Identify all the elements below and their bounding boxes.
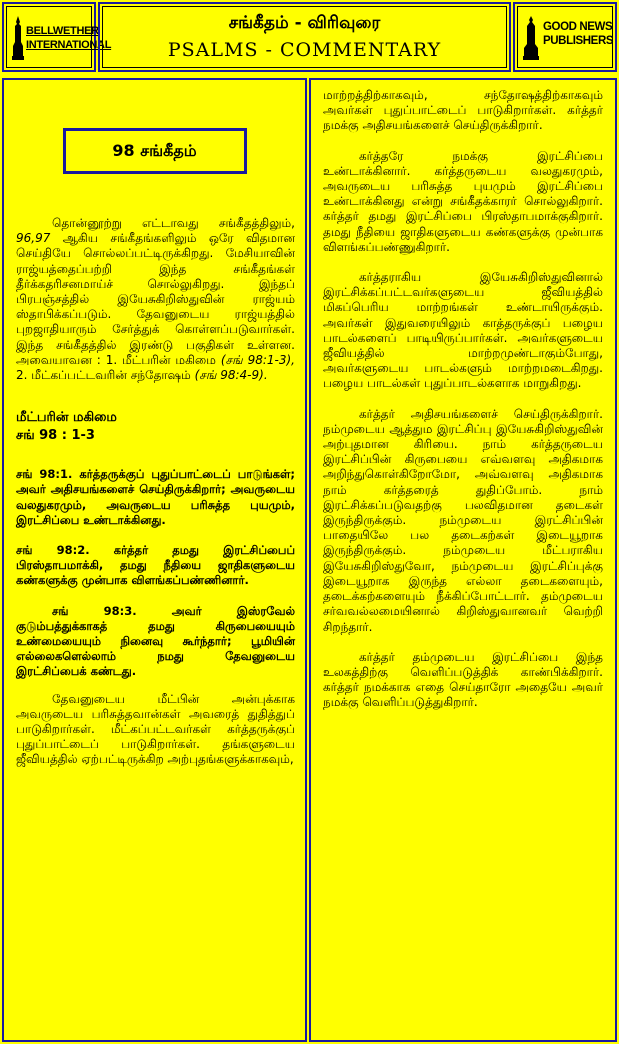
bellwether-logo[interactable] — [2, 2, 112, 72]
chapter-title: 98 சங்கீதம் — [63, 128, 247, 174]
title-english: PSALMS - COMMENTARY — [167, 39, 442, 61]
intro-paragraph — [16, 216, 295, 383]
verse-98-1: சங் 98:1. கர்த்தருக்குப் புதுப்பாட்டைப் பாடுங்கள்; அவர் அதிசயங்களைச் செய்திருக்கிறார்; அவருடைய வலதுகரமும், அவருடைய பரிசுத்த புயமும், இரட்சிப்பை உண்டாக்கினது. — [16, 467, 295, 527]
bellwether-logo-text: BELLWETHER INTERNATIONAL — [26, 25, 112, 51]
good-news-logo-text: GOOD NEWS PUBLISHERS — [543, 21, 614, 47]
intro-ref-3: (சங் 98:4-9). — [194, 368, 268, 383]
title-tamil: சங்கீதம் - விரிவுரை — [228, 13, 381, 33]
lamp-icon — [12, 16, 24, 60]
intro-ref-1: 96,97 — [16, 231, 51, 246]
verse-98-3: சங் 98:3. அவர் இஸ்ரவேல் குடும்பத்துக்காகத் தமது கிருபையையும் உண்மையையும் நினைவு கூர்ந்தார்; பூமியின் எல்லைகளெல்லாம் நமது தேவனுடைய இரட்சிப்பைக் கண்டது. — [16, 603, 295, 679]
section-heading: மீட்பரின் மகிமை — [16, 410, 117, 426]
paragraph-1: மாற்றத்திற்காகவும், சந்தோஷத்திற்காகவும் அவர்கள் புதுப்பாட்டைப் பாடுகிறார்கள். கர்த்தர் நமக்கு அதிசயங்களைச் செய்திருக்கிறார். — [323, 88, 603, 133]
paragraph-5: கர்த்தர் தம்முடைய இரட்சிப்பை இந்த உலகத்திற்கு வெளிப்படுத்திக் காண்பிக்கிறார். கர்த்தர் நமக்காக எதை செய்தாரோ அதையே அவர் நமக்கு வெளிப்படுத்துகிறார். — [323, 649, 603, 710]
section-reference: சங் 98 : 1-3 — [16, 428, 95, 444]
intro-ref-2: (சங் 98:1-3), — [220, 352, 295, 367]
right-column — [309, 78, 617, 1042]
intro-text-1: தொன்னூற்று எட்டாவது சங்கீதத்திலும், — [52, 216, 295, 230]
intro-text-2: ஆகிய சங்கீதங்களிலும் ஒரே விதமான செய்தியே சொல்லப்பட்டிருக்கிறது. மேசியாவின் ராஜ்யத்தைப்பற்றி இந்த சங்கீதங்கள் தீர்க்கதரிசனமாய்ச் சொல்லுகிறது. இந்தப் பிரபஞ்சத்தில் இயேசுகிறிஸ்துவின் ராஜ்யம் ஸ்தாபிக்கப்படும். தேவனுடைய ராஜ்யத்தில் புறஜாதியாரும் சேர்த்துக் கொள்ளப்படுவார்கள். இந்த சங்கீதத்தில் இரண்டு பகுதிகள் உள்ளன. அவையாவன : 1. மீட்பரின் மகிமை — [16, 231, 295, 367]
header — [0, 0, 619, 78]
paragraph-2: கர்த்தரே நமக்கு இரட்சிப்பை உண்டாக்கினார். கர்த்தருடைய வலதுகரமும், அவருடைய பரிசுத்த புயமும் இரட்சிப்பை உண்டாக்கினது என்று சங்கீதக்காரர் சொல்லுகிறார். கர்த்தர் தமது இரட்சிப்பை பிரஸ்தாபமாக்குகிறார். தமது நீதியை ஜாதிகளுடைய கண்களுக்கு முன்பாக விளங்கப்பண்ணுகிறார். — [323, 148, 603, 254]
lamp-icon — [523, 16, 539, 60]
paragraph-4: கர்த்தர் அதிசயங்களைச் செய்திருக்கிறார். நம்முடைய ஆத்தும இரட்சிப்பு இயேசுகிறிஸ்துவின் அற்புதமான கிரியை. நாம் கர்த்தருடைய இரட்சிப்பின் கிருபையை எவ்வளவு அதிகமாக அறிந்துகொள்கிறோமோ, அவ்வளவு அதிகமாக நாம் கர்த்தரைத் துதிப்போம். நாம் இரட்சிக்கப்படுவதற்கு பலவிதமான தடைகள் இருந்திருக்கும். நம்முடைய இரட்சிப்பின் பாதையிலே பல தடைகற்கள் இடையூறாக இருந்திருக்கும். நம்முடைய மீட்பராகிய இயேசுகிறிஸ்துவோ, நம்முடைய இரட்சிப்புக்கு இடையூறாக இருந்த எல்லா தடைகளையும், தடைக்கற்களையும் நீக்கிப்போட்டார். தம்முடைய சர்வவல்லமையினால் கிறிஸ்துவானவர் வெற்றி சிறந்தார். — [323, 406, 603, 634]
intro-text-3: 2. மீட்கப்பட்டவரின் சந்தோஷம் — [16, 368, 195, 383]
closing-paragraph: தேவனுடைய மீட்பின் அன்புக்காக அவருடைய பரிசுத்தவான்கள் அவரைத் துதித்துப் பாடுகிறார்கள். மீட்கப்பட்டவர்கள் கர்த்தருக்குப் புதுப்பாட்டைப் பாடுகிறார்கள். தங்களுடைய ஜீவியத்தில் ஏற்பட்டிருக்கிற அற்புதங்களுக்காகவும், — [16, 691, 295, 767]
good-news-logo[interactable] — [513, 2, 617, 72]
paragraph-3: கர்த்தராகிய இயேசுகிறிஸ்துவினால் இரட்சிக்கப்பட்டவர்களுடைய ஜீவியத்தில் மிகப்பெரிய மாற்றங்கள் உண்டாயிருக்கும். அவர்கள் இதுவரையிலும் காத்தருக்குப் பழைய பாடல்களைப் பாடியிருப்பார்கள். அவர்களுடைய ஜீவியத்தில் மாற்றமுண்டாகும்போது, அவர்களுடைய பாடல்களும் மாற்றமடைகிறது. பழைய பாடல்கள் புதுப்பாடல்களாக மாறுகிறது. — [323, 270, 603, 391]
left-column — [2, 78, 307, 1042]
verse-98-2: சங் 98:2. கர்த்தர் தமது இரட்சிப்பைப் பிரஸ்தாபமாக்கி, தமது நீதியை ஜாதிகளுடைய கண்களுக்கு முன்பாக விளங்கப்பண்ணினார். — [16, 543, 295, 588]
title-box — [98, 2, 511, 72]
